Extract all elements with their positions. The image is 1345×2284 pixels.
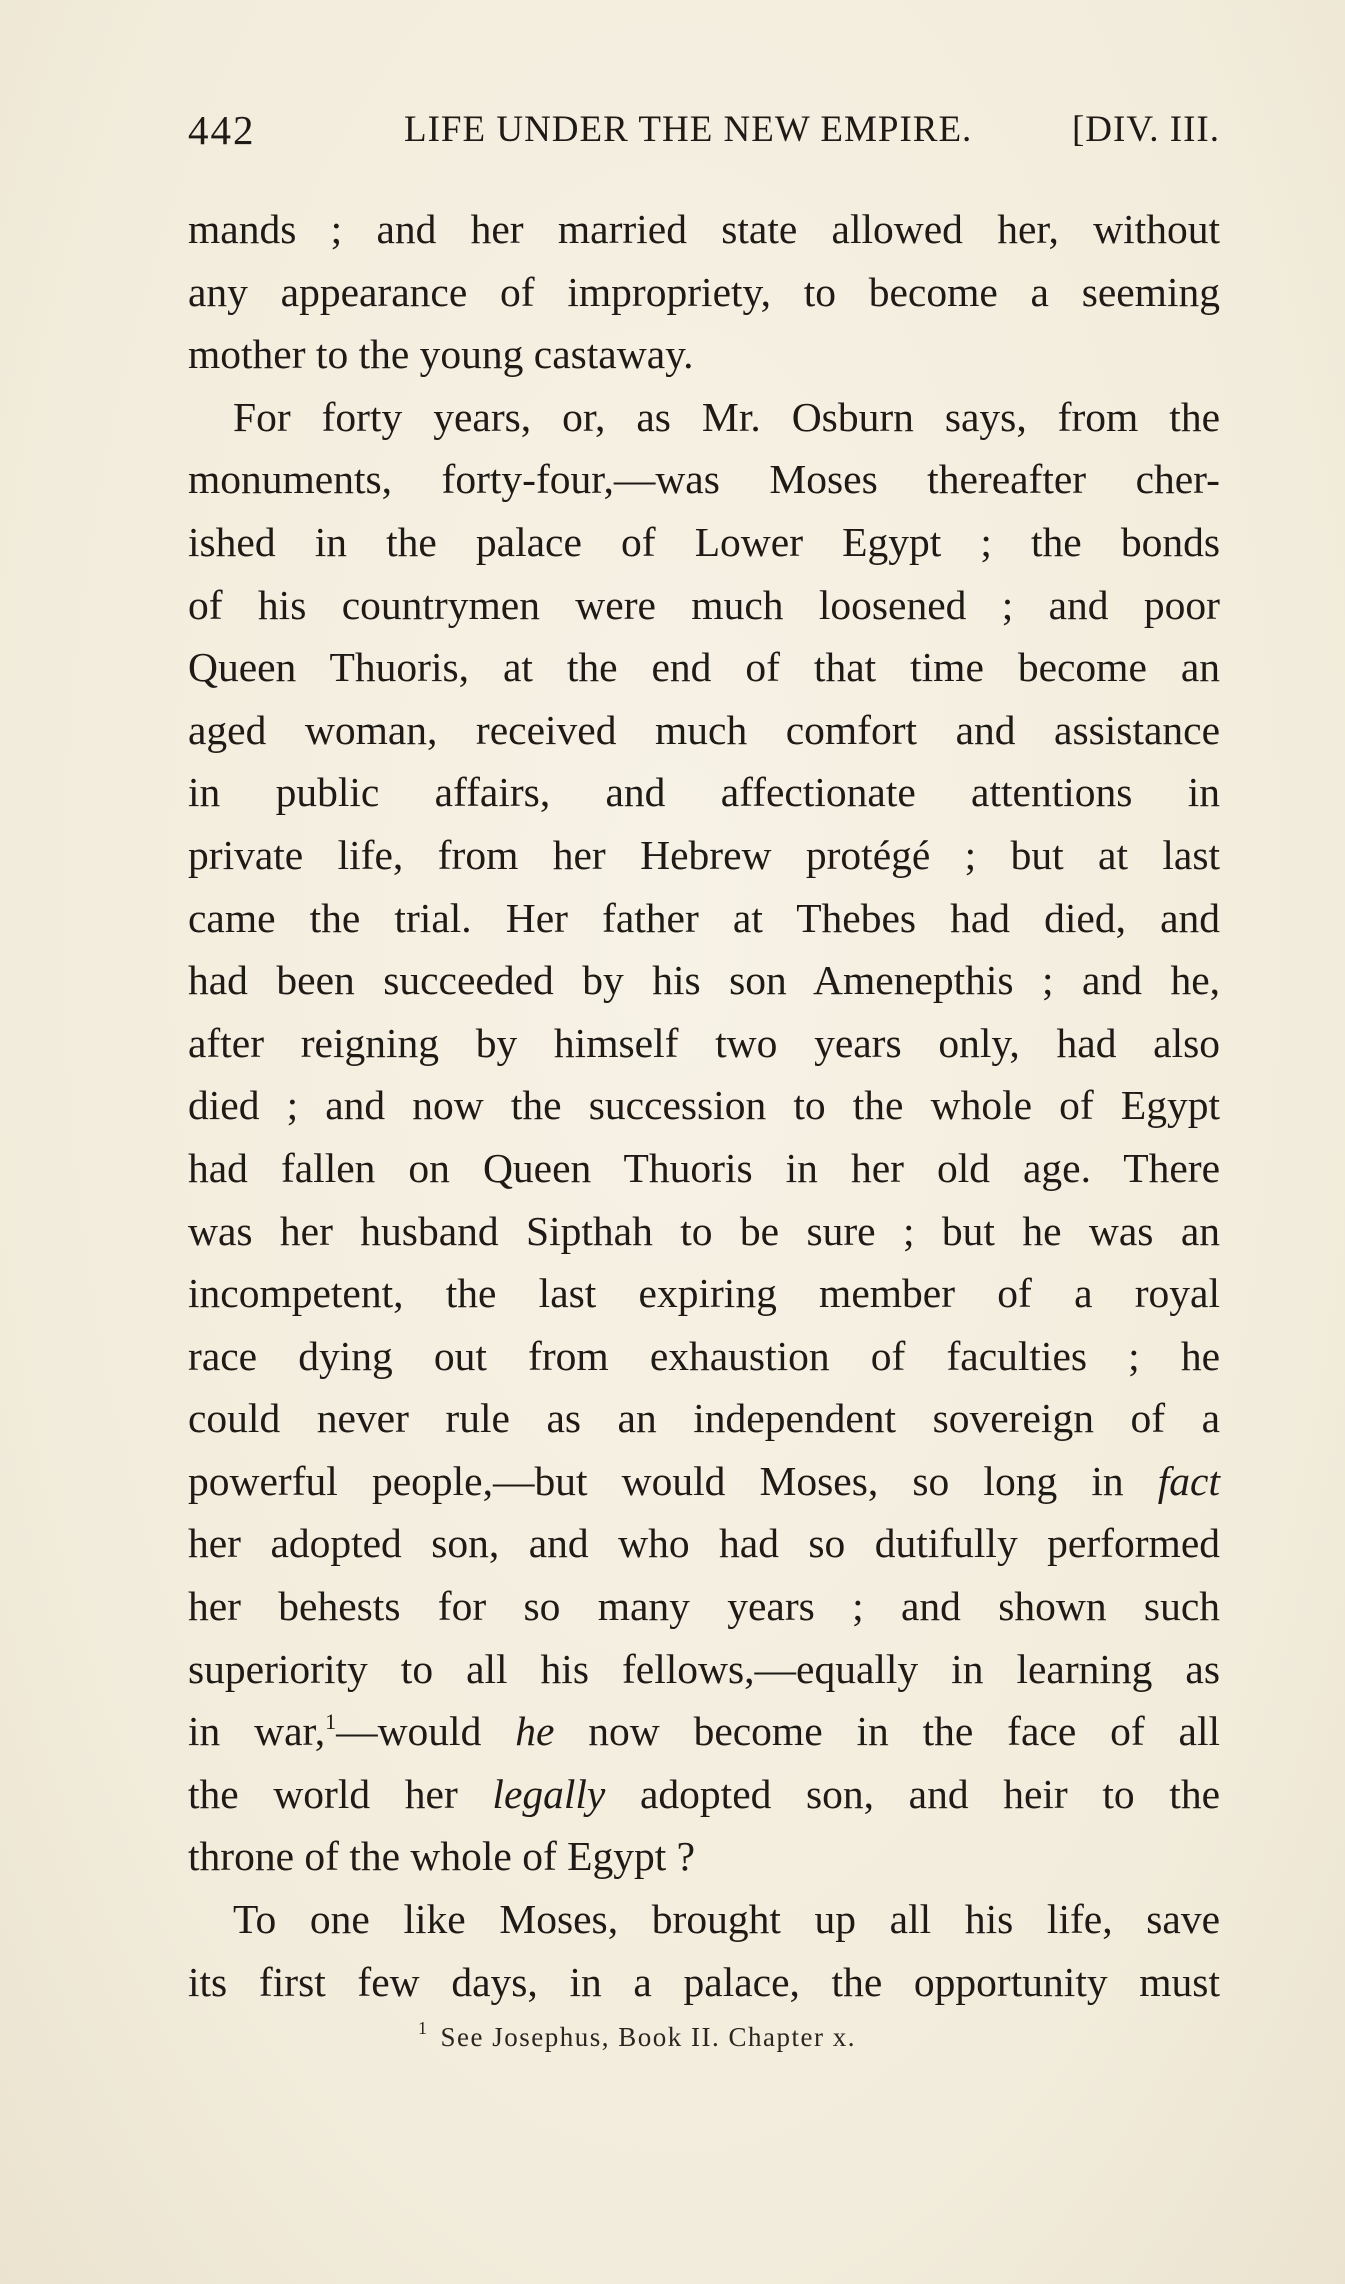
page-number: 442 [188,107,256,153]
text-segment: adopted son, and heir to the [640,1770,1220,1817]
text-line: throne of the whole of Egypt ? [188,1833,696,1880]
text-line: was her husband Sipthah to be sure ; but he was an [188,1207,1220,1254]
text-line [188,1450,1220,1513]
footnote-text: See Josephus, Book II. Chapter x. [440,2022,856,2052]
running-title: LIFE UNDER THE NEW EMPIRE. [404,109,973,150]
text-segment: —would [336,1708,482,1755]
text-line: To one like Moses, brought up all his life, save [233,1896,1220,1943]
text-line: mother to the young castaway. [188,331,694,378]
text-line: came the trial. Her father at Thebes had died, and [188,894,1220,941]
text-line: monuments, forty-four,—was Moses thereafter cher- [188,456,1220,503]
running-head [188,106,1220,156]
text-line: had been succeeded by his son Amenepthis ; and he, [188,957,1220,1004]
text-line [188,1763,1220,1826]
text-line: private life, from her Hebrew protégé ; but at last [188,831,1220,878]
text-line: her adopted son, and who had so dutifully performed [188,1520,1220,1567]
text-line: Queen Thuoris, at the end of that time become an [188,644,1220,691]
text-line: after reigning by himself two years only, had also [188,1019,1220,1066]
text-line: incompetent, the last expiring member of a royal [188,1270,1220,1317]
text-line: mands ; and her married state allowed her, without [188,206,1220,252]
text-line: For forty years, or, as Mr. Osburn says, from the [233,393,1220,440]
body-text [188,198,1220,2013]
text-line: any appearance of impropriety, to become a seeming [188,268,1220,315]
italic-word-legally: legally [492,1770,606,1817]
text-line: its first few days, in a palace, the opportunity must [188,1958,1220,2005]
text-line: in public affairs, and affectionate attentions in [188,769,1220,816]
text-line: could never rule as an independent sovereign of a [188,1395,1220,1442]
text-line: of his countrymen were much loosened ; and poor [188,581,1220,628]
text-line [188,1700,1220,1763]
italic-word-he: he [515,1708,555,1755]
text-line: ished in the palace of Lower Egypt ; the bonds [188,518,1220,565]
text-segment: the world her [188,1770,458,1817]
text-line: superiority to all his fellows,—equally in learning as [188,1645,1220,1692]
text-segment: powerful people,—but would Moses, so long in [188,1457,1124,1504]
footnote-marker: 1 [418,2018,429,2038]
text-line: had fallen on Queen Thuoris in her old age. There [188,1144,1220,1191]
text-segment: in war, [188,1708,326,1755]
division-label: [DIV. III. [1071,109,1220,150]
text-line: aged woman, received much comfort and assistance [188,706,1220,753]
italic-word-fact: fact [1157,1457,1220,1504]
text-segment: now become in the face of all [588,1708,1221,1755]
text-line: died ; and now the succession to the whole of Egypt [188,1082,1220,1129]
footnote [418,2018,1118,2053]
text-line: race dying out from exhaustion of faculties ; he [188,1332,1220,1379]
text-line: her behests for so many years ; and shown such [188,1583,1220,1630]
footnote-reference: 1 [325,1709,337,1735]
